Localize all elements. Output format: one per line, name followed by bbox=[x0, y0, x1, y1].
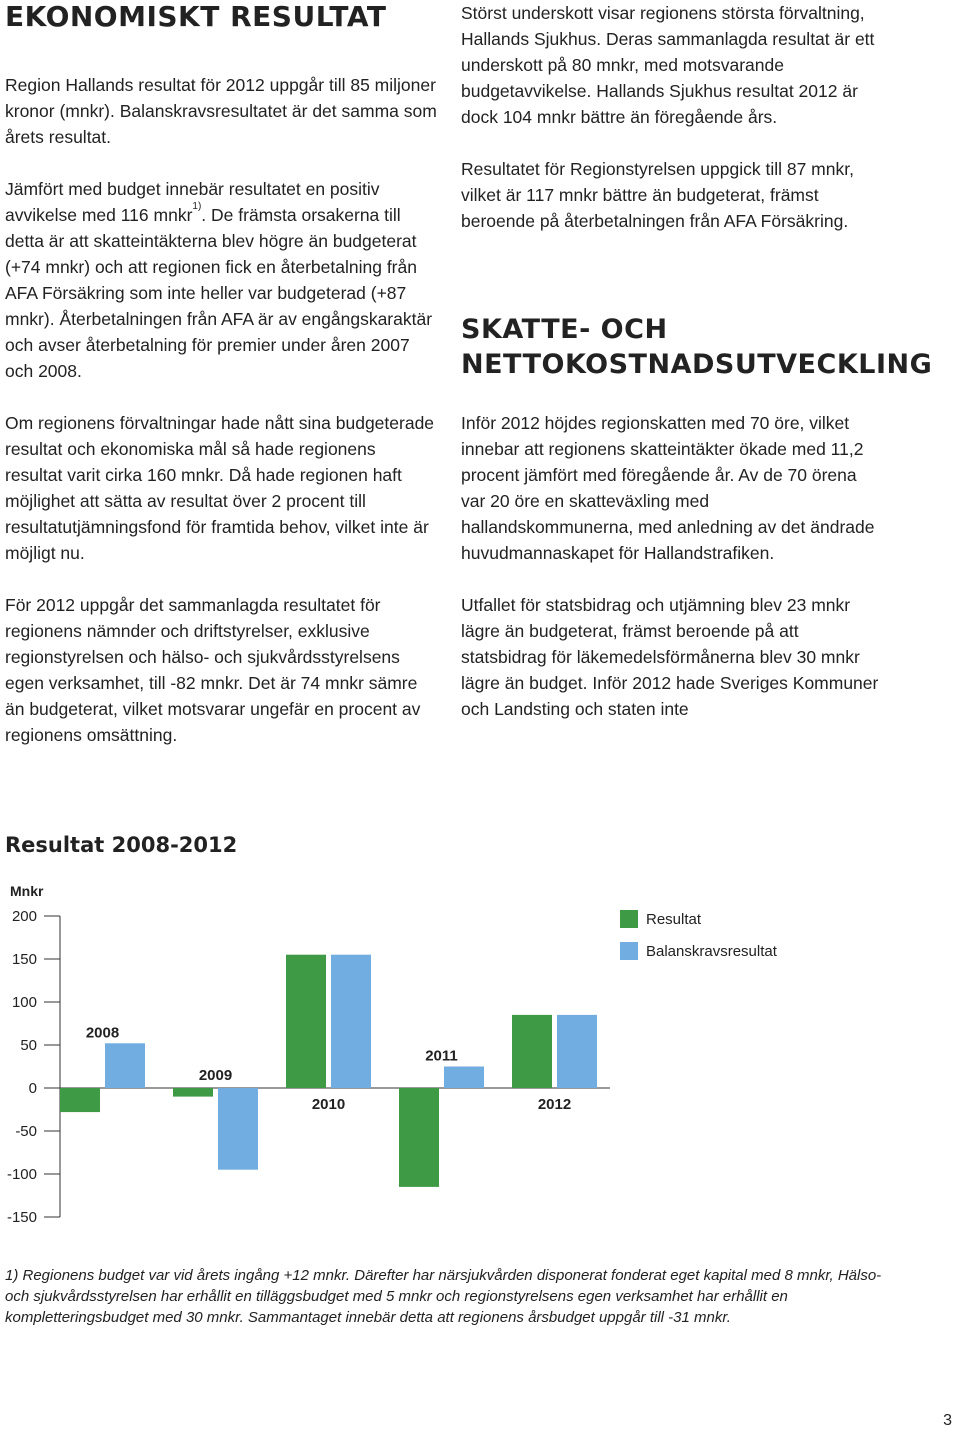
bar-2010-balanskravsresultat bbox=[331, 955, 371, 1088]
page-number: 3 bbox=[943, 1412, 952, 1429]
y-axis-label: Mnkr bbox=[10, 883, 44, 899]
y-tick-label: -50 bbox=[15, 1123, 37, 1140]
result-bar-chart bbox=[0, 870, 960, 1240]
bar-2009-resultat bbox=[173, 1088, 213, 1097]
y-tick-label: 0 bbox=[28, 1080, 37, 1097]
y-tick-label: 200 bbox=[11, 908, 37, 925]
paragraph-result-intro: Region Hallands resultat för 2012 uppgår till 85 miljoner kronor (mnkr). Balanskravsresultatet är det samma som årets resultat. bbox=[5, 75, 437, 147]
legend-label-resultat: Resultat bbox=[646, 911, 702, 928]
footnote: 1) Regionens budget var vid årets ingång +12 mnkr. Därefter har närsjukvården disponerat fonderat eget kapital med 8 mnkr, Hälso- och sjukvårdsstyrelsen har erhållit en tilläggsbudget med 5 mnkr och regionstyrelsens egen verksamhet har erhållit en kompletteringsbudget med 30 mnkr. Sammantaget innebär detta att regionens årsbudget uppgår till -31 mnkr. bbox=[5, 1267, 882, 1326]
paragraph-committees: För 2012 uppgår det sammanlagda resultatet för regionens nämnder och driftstyrelser, exklusive regionstyrelsen och hälso- och sjukvårdsstyrelsens egen verksamhet, till -82 mnkr. Det är 74 mnkr sämre än budgeterat, vilket motsvarar ungefär en procent av regionens omsättning. bbox=[5, 595, 421, 745]
y-tick-label: 150 bbox=[11, 951, 37, 968]
legend bbox=[620, 910, 778, 960]
y-tick-label: -100 bbox=[6, 1166, 37, 1183]
footnote-marker: 1) bbox=[192, 201, 202, 212]
chart-title: Resultat 2008-2012 bbox=[5, 833, 238, 857]
paragraph-regionstyrelsen: Resultatet för Regionstyrelsen uppgick till 87 mnkr, vilket är 117 mnkr bättre än budgeterat, främst beroende på återbetalningen från AFA Försäkring. bbox=[461, 159, 854, 231]
bar-2010-resultat bbox=[286, 955, 326, 1088]
paragraph-budget-deviation-part-a: Jämfört med budget innebär resultatet en positiv avvikelse med 116 mnkr bbox=[5, 179, 380, 225]
paragraph-hallands-sjukhus: Störst underskott visar regionens största förvaltning, Hallands Sjukhus. Deras sammanlagda resultat är ett underskott på 80 mnkr, med motsvarande budgetavvikelse. Hallands Sjukhus resultat 2012 är dock 104 mnkr bättre än föregående års. bbox=[461, 3, 875, 127]
right-column bbox=[461, 0, 933, 722]
paragraph-administrations: Om regionens förvaltningar hade nått sina budgeterade resultat och ekonomiska mål så hade regionens resultat varit cirka 160 mnkr. Då hade regionen haft möjlighet att sätta av resultat över 2 procent till resultatutjämningsfond för framtida behov, vilket inte är möjligt nu. bbox=[5, 413, 435, 563]
paragraph-budget-deviation-part-b: . De främsta orsakerna till detta är att skatteintäkterna blev högre än budgeterat (+74 mnkr) och att regionen fick en återbetalning från AFA Försäkring som inte heller var budgeterad (+87 mnkr). Återbetalningen från AFA är av engångskaraktär och avser återbetalning för premier under åren 2007 och 2008. bbox=[5, 205, 433, 381]
paragraph-state-grants: Utfallet för statsbidrag och utjämning blev 23 mnkr lägre än budgeterat, främst beroende på att statsbidrag för läkemedelsförmånerna blev 30 mnkr lägre än budget. Inför 2012 hade Sveriges Kommuner och Landsting och staten inte bbox=[461, 595, 879, 719]
legend-swatch-resultat bbox=[620, 910, 638, 928]
bar-2011-balanskravsresultat bbox=[444, 1067, 484, 1089]
section-heading-skatte-netto: SKATTE- OCH NETTOKOSTNADSUTVECKLING bbox=[461, 314, 933, 380]
paragraph-budget-deviation bbox=[5, 176, 437, 384]
category-label-2011: 2011 bbox=[425, 1047, 458, 1065]
legend-swatch-balanskravsresultat bbox=[620, 942, 638, 960]
left-column bbox=[5, 0, 437, 748]
bar-2012-resultat bbox=[512, 1015, 552, 1088]
category-label-2008: 2008 bbox=[85, 1024, 120, 1042]
section-heading-ekonomiskt-resultat: EKONOMISKT RESULTAT bbox=[5, 0, 387, 33]
bar-2009-balanskravsresultat bbox=[218, 1088, 258, 1170]
y-tick-label: 50 bbox=[20, 1037, 37, 1054]
bar-2012-balanskravsresultat bbox=[557, 1015, 597, 1088]
bar-2011-resultat bbox=[399, 1088, 439, 1187]
category-label-2009: 2009 bbox=[198, 1067, 233, 1084]
bars bbox=[60, 955, 597, 1187]
bar-2008-balanskravsresultat bbox=[105, 1043, 145, 1088]
category-label-2010: 2010 bbox=[311, 1096, 346, 1113]
y-tick-label: 100 bbox=[11, 994, 37, 1011]
paragraph-regional-tax: Inför 2012 höjdes regionskatten med 70 öre, vilket innebar att regionens skatteintäkter ökade med 11,2 procent jämfört med föregående år. Av de 70 örena var 20 öre en skatteväxling med hallandskommunerna, med anledning av det ändrade huvudmannaskapet för Hallandstrafiken. bbox=[461, 413, 875, 563]
legend-label-balanskravsresultat: Balanskravsresultat bbox=[646, 943, 777, 960]
bar-2008-resultat bbox=[60, 1088, 100, 1112]
category-label-2012: 2012 bbox=[537, 1096, 572, 1113]
y-tick-label: -150 bbox=[6, 1209, 37, 1226]
